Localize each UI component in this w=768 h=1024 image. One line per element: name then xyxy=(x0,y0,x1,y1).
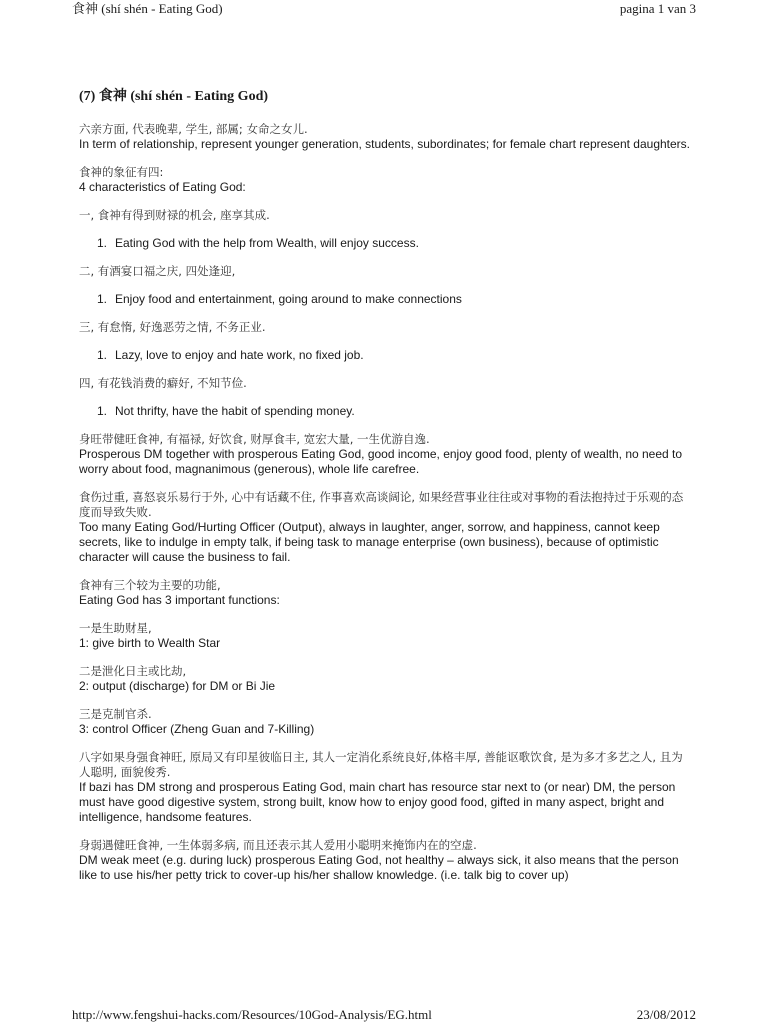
chinese-text: 食伤过重, 喜怒哀乐易行于外, 心中有话藏不住, 作事喜欢高谈阔论, 如果经营事业往往或对事物的看法抱持过于乐观的态度而导致失败. xyxy=(79,490,684,519)
content-blocks xyxy=(79,122,691,883)
english-text: Prosperous DM together with prosperous Eating God, good income, enjoy good food, plenty of wealth, no need to worry about food, magnanimous (generous), whole life carefree. xyxy=(79,447,683,476)
header-title: 食神 (shí shén - Eating God) xyxy=(72,1,223,16)
list-item xyxy=(79,292,691,307)
chinese-text: 食神有三个较为主要的功能, xyxy=(79,578,221,592)
page-footer xyxy=(72,1006,696,1024)
english-text: 4 characteristics of Eating God: xyxy=(79,180,246,194)
page-header xyxy=(72,0,696,18)
english-text: Eating God has 3 important functions: xyxy=(79,593,280,607)
chinese-text: 二, 有酒宴口福之庆, 四处逢迎, xyxy=(79,264,236,278)
paragraph xyxy=(79,320,691,335)
english-text: 3: control Officer (Zheng Guan and 7-Killing) xyxy=(79,722,315,736)
paragraph xyxy=(79,621,691,651)
paragraph xyxy=(79,376,691,391)
english-text: Too many Eating God/Hurting Officer (Output), always in laughter, anger, sorrow, and happiness, cannot keep secrets, like to indulge in empty talk, if being task to manage enterprise (own business), because of optimistic character will cause the business to fail. xyxy=(79,520,660,564)
list-item-text: Not thrifty, have the habit of spending money. xyxy=(115,404,355,418)
chinese-text: 身弱遇健旺食神, 一生体弱多病, 而且还表示其人爱用小聪明来掩饰内在的空虚. xyxy=(79,838,477,852)
english-text: If bazi has DM strong and prosperous Eating God, main chart has resource star next to (or near) DM, the person must have good digestive system, strong built, know how to enjoy good food, gifted in many aspect, bright and intelligence, handsome features. xyxy=(79,780,676,824)
chinese-text: 一是生助财星, xyxy=(79,621,152,635)
chinese-text: 八字如果身强食神旺, 原局又有印星彼临日主, 其人一定消化系统良好,体格丰厚, 善能讴歌饮食, 是为多才多艺之人, 且为人聪明, 面貌俊秀. xyxy=(79,750,683,779)
chinese-text: 身旺带健旺食神, 有福禄, 好饮食, 财厚食丰, 宽宏大量, 一生优游自逸. xyxy=(79,432,430,446)
english-text: In term of relationship, represent younger generation, students, subordinates; for female chart represent daughters. xyxy=(79,137,691,151)
list-item-text: Eating God with the help from Wealth, will enjoy success. xyxy=(115,236,419,250)
paragraph xyxy=(79,432,691,477)
list-number: 1. xyxy=(97,404,108,418)
header-page-number: pagina 1 van 3 xyxy=(619,1,696,16)
footer-url[interactable]: http://www.fengshui-hacks.com/Resources/10God-Analysis/EG.html xyxy=(72,1007,432,1022)
page-title: (7) 食神 (shí shén - Eating God) xyxy=(79,89,269,104)
chinese-text: 二是泄化日主或比劫, xyxy=(79,664,187,678)
chinese-text: 六亲方面, 代表晚辈, 学生, 部属; 女命之女儿. xyxy=(79,122,308,136)
paragraph xyxy=(79,264,691,279)
list-item-text: Lazy, love to enjoy and hate work, no fixed job. xyxy=(115,348,364,362)
paragraph xyxy=(79,750,691,825)
paragraph xyxy=(79,122,691,152)
paragraph xyxy=(79,208,691,223)
list-number: 1. xyxy=(97,236,108,250)
paragraph xyxy=(79,707,691,737)
list-item xyxy=(79,404,691,419)
list-number: 1. xyxy=(97,292,108,306)
paragraph xyxy=(79,578,691,608)
english-text: 1: give birth to Wealth Star xyxy=(79,636,221,650)
chinese-text: 三, 有怠惰, 好逸恶劳之情, 不务正业. xyxy=(79,320,266,334)
chinese-text: 一, 食神有得到财禄的机会, 座享其成. xyxy=(79,208,270,222)
footer-date: 23/08/2012 xyxy=(636,1007,696,1022)
chinese-text: 四, 有花钱消费的癖好, 不知节俭. xyxy=(79,376,247,390)
document-body xyxy=(79,88,691,896)
list-item xyxy=(79,348,691,363)
paragraph xyxy=(79,664,691,694)
paragraph xyxy=(79,490,691,565)
paragraph xyxy=(79,165,691,195)
list-number: 1. xyxy=(97,348,108,362)
chinese-text: 食神的象征有四: xyxy=(79,165,164,179)
english-text: DM weak meet (e.g. during luck) prosperous Eating God, not healthy – always sick, it also means that the person like to use his/her petty trick to cover-up his/her shallow knowledge. (i.e. talk big to cover up) xyxy=(79,853,679,882)
chinese-text: 三是克制官杀. xyxy=(79,707,152,721)
paragraph xyxy=(79,838,691,883)
english-text: 2: output (discharge) for DM or Bi Jie xyxy=(79,679,276,693)
list-item-text: Enjoy food and entertainment, going around to make connections xyxy=(115,292,462,306)
list-item xyxy=(79,236,691,251)
